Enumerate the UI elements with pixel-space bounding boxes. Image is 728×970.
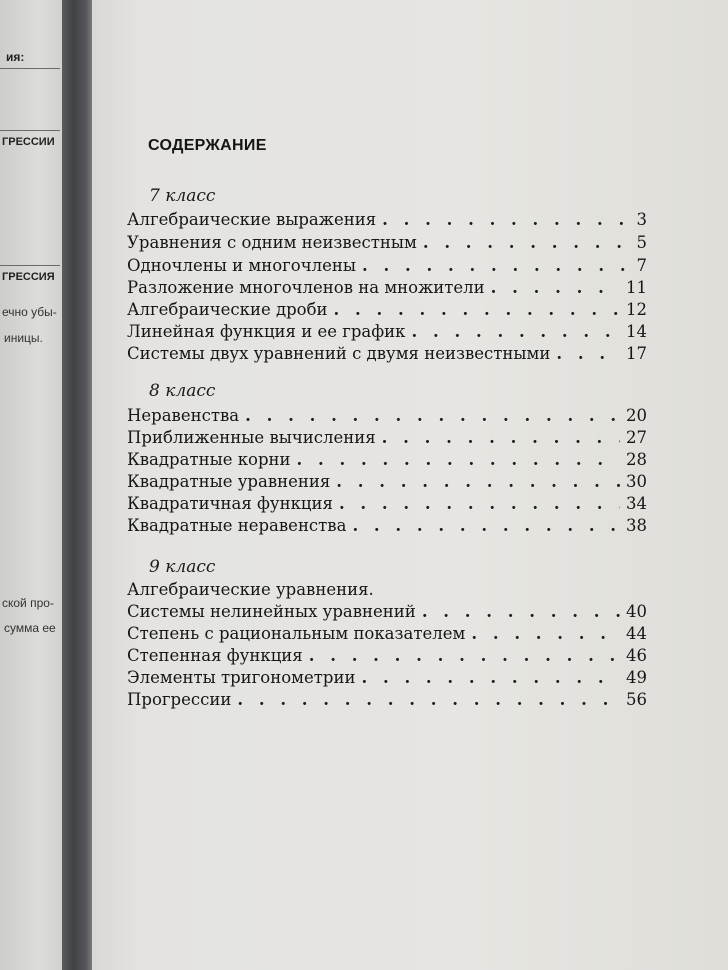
- entry-title: Квадратные уравнения: [127, 472, 331, 491]
- entry-title: Системы нелинейных уравнений: [127, 602, 416, 621]
- entry-title: Неравенства: [127, 406, 240, 425]
- entry-page: 3: [636, 210, 647, 229]
- entry-page: 28: [626, 450, 647, 469]
- entry-page: 49: [626, 668, 647, 687]
- entry-title: Алгебраические дроби: [127, 300, 328, 319]
- entry-title: Одночлены и многочлены: [127, 256, 357, 275]
- toc-entry: [127, 690, 647, 712]
- toc-entry: [127, 624, 647, 646]
- toc-entry: [127, 580, 647, 602]
- entry-page: 7: [636, 256, 647, 275]
- entry-title: Уравнения с одним неизвестным: [127, 233, 417, 252]
- dot-leader: [245, 406, 620, 425]
- entry-title: Степень с рациональным показателем: [127, 624, 466, 643]
- entry-title: Разложение многочленов на множители: [127, 278, 485, 297]
- entry-page: 34: [626, 494, 647, 513]
- left-fragment: ской про-: [2, 596, 54, 610]
- dot-leader: [382, 428, 620, 447]
- entry-page: 40: [626, 602, 647, 621]
- entry-page: 17: [626, 344, 647, 363]
- dot-leader: [422, 602, 620, 621]
- left-fragment: ия:: [6, 50, 25, 64]
- toc-heading: СОДЕРЖАНИЕ: [148, 137, 267, 154]
- grade-heading: 7 класс: [149, 186, 216, 206]
- entry-page: 12: [626, 300, 647, 319]
- entry-title: Приближенные вычисления: [127, 428, 376, 447]
- toc-entry: [127, 322, 647, 344]
- entry-title: Квадратичная функция: [127, 494, 333, 513]
- dot-leader: [423, 233, 631, 252]
- grade-heading: 8 класс: [149, 381, 216, 401]
- entry-page: 46: [626, 646, 647, 665]
- dot-leader: [339, 494, 620, 513]
- toc-entry: [127, 428, 647, 450]
- divider: [0, 68, 60, 69]
- grade-heading: 9 класс: [149, 557, 216, 577]
- toc-entry: [127, 233, 647, 255]
- entry-page: 27: [626, 428, 647, 447]
- dot-leader: [361, 668, 620, 687]
- toc-entry: [127, 406, 647, 428]
- dot-leader: [237, 690, 620, 709]
- dot-leader: [362, 256, 630, 275]
- dot-leader: [336, 472, 620, 491]
- left-fragment: иницы.: [4, 331, 43, 345]
- entry-page: 56: [626, 690, 647, 709]
- toc-entry: [127, 210, 647, 232]
- toc-page: [92, 0, 728, 970]
- entry-page: 14: [626, 322, 647, 341]
- toc-entry: [127, 300, 647, 322]
- toc-entry: [127, 472, 647, 494]
- entry-title: Степенная функция: [127, 646, 303, 665]
- left-fragment: сумма ее: [4, 621, 56, 635]
- dot-leader: [491, 278, 620, 297]
- dot-leader: [334, 300, 620, 319]
- entry-title: Системы двух уравнений с двумя неизвестными: [127, 344, 551, 363]
- toc-entry: [127, 450, 647, 472]
- entry-page: 5: [636, 233, 647, 252]
- dot-leader: [471, 624, 620, 643]
- dot-leader: [382, 210, 630, 229]
- dot-leader: [309, 646, 620, 665]
- dot-leader: [297, 450, 620, 469]
- entry-title: Алгебраические уравнения.: [127, 580, 374, 599]
- binding-gutter: [62, 0, 96, 970]
- toc-entry: [127, 516, 647, 538]
- toc-entry: [127, 344, 647, 366]
- toc-entry: [127, 602, 647, 624]
- toc-entry: [127, 668, 647, 690]
- divider: [0, 265, 60, 266]
- dot-leader: [412, 322, 621, 341]
- dot-leader: [352, 516, 620, 535]
- left-page-edge: [0, 0, 66, 970]
- entry-page: 11: [626, 278, 647, 297]
- entry-title: Линейная функция и ее график: [127, 322, 406, 341]
- entry-title: Алгебраические выражения: [127, 210, 377, 229]
- left-fragment: ГРЕССИЯ: [2, 271, 55, 283]
- left-fragment: ГРЕССИИ: [2, 136, 55, 148]
- entry-title: Квадратные корни: [127, 450, 291, 469]
- entry-title: Квадратные неравенства: [127, 516, 347, 535]
- entry-page: 20: [626, 406, 647, 425]
- entry-title: Элементы тригонометрии: [127, 668, 356, 687]
- toc-entry: [127, 256, 647, 278]
- entry-page: 38: [626, 516, 647, 535]
- entry-page: 30: [626, 472, 647, 491]
- toc-entry: [127, 494, 647, 516]
- toc-entry: [127, 278, 647, 300]
- toc-entry: [127, 646, 647, 668]
- dot-leader: [556, 344, 620, 363]
- entry-page: 44: [626, 624, 647, 643]
- left-fragment: ечно убы-: [2, 305, 57, 319]
- divider: [0, 130, 60, 131]
- entry-title: Прогрессии: [127, 690, 232, 709]
